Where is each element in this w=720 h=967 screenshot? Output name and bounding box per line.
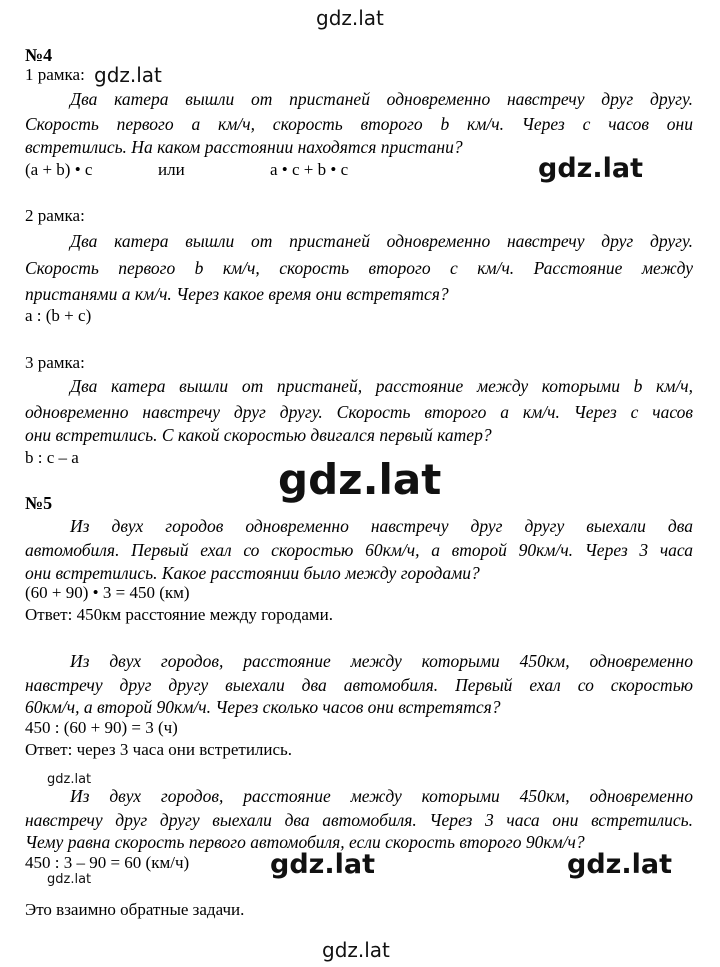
problem2-line-3: 60км/ч, а второй 90км/ч. Через сколько часов они встретятся? <box>25 697 501 717</box>
frame3-answer: b : c – a <box>25 448 79 467</box>
frame3-line-2: одновременно навстречу друг другу. Скорость второго а км/ч. Через с часов <box>25 402 693 422</box>
frame2-line-1: Два катера вышли от пристаней одновременно навстречу друг другу. <box>70 231 693 251</box>
problem1-solution: (60 + 90) • 3 = 450 (км) <box>25 583 190 602</box>
problem2-solution: 450 : (60 + 90) = 3 (ч) <box>25 718 178 737</box>
frame2-line-3: пристанями а км/ч. Через какое время они встретятся? <box>25 284 449 304</box>
task4-heading: №4 <box>25 45 53 65</box>
frame3-label: 3 рамка: <box>25 353 85 372</box>
watermark-footer: gdz.lat <box>322 938 390 962</box>
watermark-frame1: gdz.lat <box>94 63 162 87</box>
watermark-top: gdz.lat <box>316 6 384 30</box>
watermark-bottom-mid: gdz.lat <box>270 849 376 880</box>
watermark-right-upper: gdz.lat <box>538 153 644 184</box>
frame3-line-1: Два катера вышли от пристаней, расстояние между которыми b км/ч, <box>70 376 693 396</box>
watermark-small-1: gdz.lat <box>47 772 92 787</box>
problem1-line-2: автомобиля. Первый ехал со скоростью 60км/ч, а второй 90км/ч. Через 3 часа <box>25 540 693 560</box>
problem1-answer: Ответ: 450км расстояние между городами. <box>25 605 333 624</box>
conclusion: Это взаимно обратные задачи. <box>25 900 245 919</box>
frame1-label: 1 рамка: <box>25 65 85 84</box>
problem2-line-2: навстречу друг другу выехали два автомобиля. Первый ехал со скоростью <box>25 675 693 695</box>
frame2-line-2: Скорость первого b км/ч, скорость второго с км/ч. Расстояние между <box>25 258 693 278</box>
frame2-answer: a : (b + c) <box>25 306 92 325</box>
watermark-small-2: gdz.lat <box>47 872 92 887</box>
problem3-solution: 450 : 3 – 90 = 60 (км/ч) <box>25 853 190 872</box>
problem3-line-1: Из двух городов, расстояние между которыми 450км, одновременно <box>70 786 693 806</box>
frame1-answer-a: (a + b) • c <box>25 160 93 179</box>
problem2-line-1: Из двух городов, расстояние между которыми 450км, одновременно <box>70 651 693 671</box>
problem3-line-3: Чему равна скорость первого автомобиля, если скорость второго 90км/ч? <box>25 832 585 852</box>
frame1-or: или <box>158 160 185 179</box>
task5-heading: №5 <box>25 493 53 513</box>
watermark-bottom-right: gdz.lat <box>567 849 673 880</box>
frame2-label: 2 рамка: <box>25 206 85 225</box>
frame1-line-3: встретились. На каком расстоянии находятся пристани? <box>25 137 463 157</box>
problem1-line-1: Из двух городов одновременно навстречу друг другу выехали два <box>70 516 693 536</box>
problem2-answer: Ответ: через 3 часа они встретились. <box>25 740 293 759</box>
problem1-line-3: они встретились. Какое расстоянии было между городами? <box>25 563 480 583</box>
watermark-center: gdz.lat <box>278 455 442 504</box>
frame1-answer-b: a • c + b • c <box>270 160 349 179</box>
frame3-line-3: они встретились. С какой скоростью двигался первый катер? <box>25 425 492 445</box>
problem3-line-2: навстречу друг другу выехали два автомобиля. Через 3 часа они встретились. <box>25 810 693 830</box>
frame1-line-1: Два катера вышли от пристаней одновременно навстречу друг другу. <box>70 89 693 109</box>
frame1-line-2: Скорость первого а км/ч, скорость второго b км/ч. Через с часов они <box>25 114 693 134</box>
